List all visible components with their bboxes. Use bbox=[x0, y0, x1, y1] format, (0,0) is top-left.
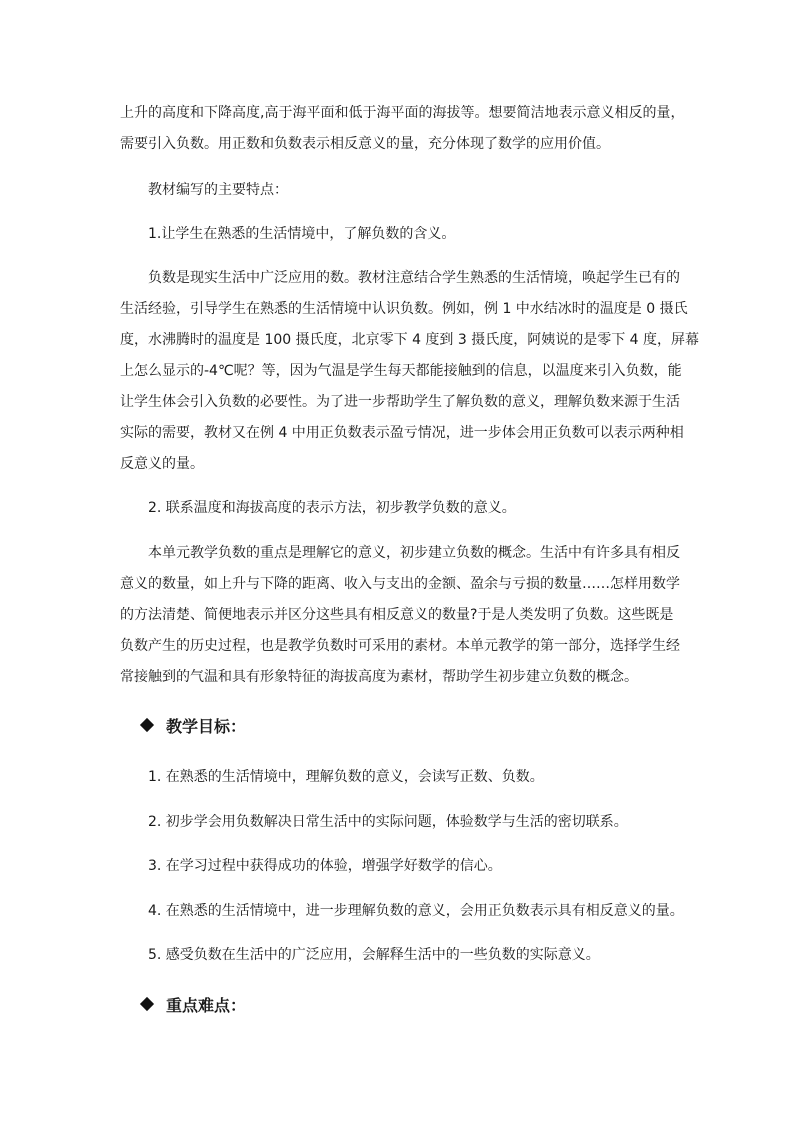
goal-item: 4. 在熟悉的生活情境中，进一步理解负数的意义，会用正负数表示具有相反意义的量。 bbox=[148, 903, 684, 919]
point1-line-4: 上怎么显示的-4℃呢？等，因为气温是学生每天都能接触到的信息，以温度来引入负数，能 bbox=[120, 363, 682, 379]
point1-line-5: 让学生体会引入负数的必要性。为了进一步帮助学生了解负数的意义，理解负数来源于生活 bbox=[120, 394, 680, 410]
point1-line-1: 负数是现实生活中广泛应用的数。教材注意结合学生熟悉的生活情境，唤起学生已有的 bbox=[148, 270, 680, 286]
point2-line-1: 本单元教学负数的重点是理解它的意义，初步建立负数的概念。生活中有许多具有相反 bbox=[148, 545, 680, 561]
intro-line-1: 上升的高度和下降高度,高于海平面和低于海平面的海拔等。想要简洁地表示意义相反的量， bbox=[120, 105, 685, 121]
point1-line-6: 实际的需要，教材又在例 4 中用正负数表示盈亏情况，进一步体会用正负数可以表示两种相 bbox=[120, 425, 684, 441]
point1-line-7: 反意义的量。 bbox=[120, 456, 204, 472]
diamond-bullet-icon bbox=[140, 718, 154, 732]
point2-line-5: 常接触到的气温和具有形象特征的海拔高度为素材，帮助学生初步建立负数的概念。 bbox=[120, 669, 638, 685]
goals-heading-text: 教学目标： bbox=[166, 717, 247, 736]
goal-item: 2. 初步学会用负数解决日常生活中的实际问题，体验数学与生活的密切联系。 bbox=[148, 814, 628, 830]
keypoints-heading bbox=[142, 995, 246, 1017]
intro-line-2: 需要引入负数。用正数和负数表示相反意义的量，充分体现了数学的应用价值。 bbox=[120, 136, 610, 152]
point1-line-3: 度，水沸腾时的温度是 100 摄氏度，北京零下 4 度到 3 摄氏度，阿姨说的是零下 4 度，屏幕 bbox=[120, 332, 700, 348]
features-title: 教材编写的主要特点： bbox=[148, 182, 288, 198]
goal-item: 3. 在学习过程中获得成功的体验，增强学好数学的信心。 bbox=[148, 858, 502, 874]
goal-item: 5. 感受负数在生活中的广泛应用，会解释生活中的一些负数的实际意义。 bbox=[148, 947, 600, 963]
diamond-bullet-icon bbox=[140, 997, 154, 1011]
point1-line-2: 生活经验，引导学生在熟悉的生活情境中认识负数。例如，例 1 中水结冰时的温度是 0 摄氏 bbox=[120, 301, 688, 317]
goals-heading bbox=[142, 716, 246, 738]
point1-title: 1.让学生在熟悉的生活情境中，了解负数的含义。 bbox=[148, 226, 456, 242]
point2-line-2: 意义的数量，如上升与下降的距离、收入与支出的金额、盈余与亏损的数量……怎样用数学 bbox=[120, 576, 680, 592]
point2-line-3: 的方法清楚、简便地表示并区分这些具有相反意义的数量?于是人类发明了负数。这些既是 bbox=[120, 607, 674, 623]
keypoints-heading-text: 重点难点： bbox=[166, 996, 247, 1015]
goal-item: 1. 在熟悉的生活情境中，理解负数的意义，会读写正数、负数。 bbox=[148, 769, 544, 785]
point2-title: 2. 联系温度和海拔高度的表示方法，初步教学负数的意义。 bbox=[148, 500, 516, 516]
point2-line-4: 负数产生的历史过程，也是教学负数时可采用的素材。本单元教学的第一部分，选择学生经 bbox=[120, 638, 680, 654]
